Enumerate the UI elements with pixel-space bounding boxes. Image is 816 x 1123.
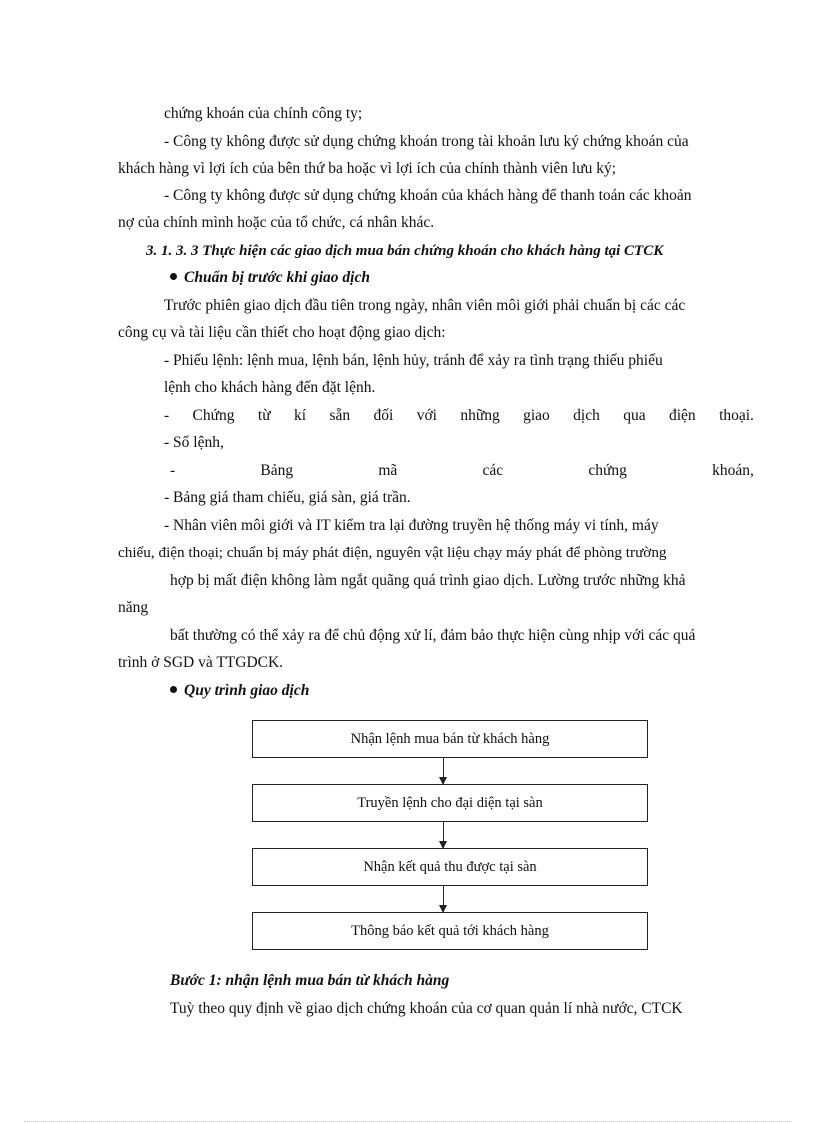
word: từ <box>257 407 271 424</box>
word: dịch <box>573 407 600 424</box>
flow-arrow-icon <box>443 758 444 784</box>
subheading-label: Quy trình giao dịch <box>184 682 310 699</box>
word: qua <box>623 407 646 424</box>
flow-arrow-icon <box>443 886 444 912</box>
paragraph-line: công cụ và tài liệu cần thiết cho hoạt động giao dịch: <box>118 324 446 341</box>
paragraph-line: chiếu, điện thoại; chuẩn bị máy phát điện, nguyên vật liệu chạy máy phát để phòng trường <box>118 544 667 561</box>
flow-arrow-icon <box>443 822 444 848</box>
word: Bảng <box>260 462 294 479</box>
paragraph-line: - Sổ lệnh, <box>164 434 224 451</box>
subheading-label: Chuẩn bị trước khi giao dịch <box>184 269 370 286</box>
paragraph-line: trình ở SGD và TTGDCK. <box>118 654 284 671</box>
word: những <box>460 407 500 424</box>
word: sẵn <box>329 407 351 424</box>
page-bottom-divider <box>24 1121 792 1122</box>
word: khoán, <box>712 462 754 479</box>
word: điện <box>669 407 696 424</box>
subheading-procedure <box>170 681 309 701</box>
paragraph-line: - Nhân viên môi giới và IT kiểm tra lại đường truyền hệ thống máy vi tính, máy <box>164 517 659 534</box>
flowchart-step-2: Truyền lệnh cho đại diện tại sàn <box>252 784 648 822</box>
paragraph-line: - Công ty không được sử dụng chứng khoán trong tài khoản lưu ký chứng khoán của <box>164 133 689 150</box>
paragraph-line: Tuỳ theo quy định về giao dịch chứng khoán của cơ quan quản lí nhà nước, CTCK <box>170 1000 683 1017</box>
paragraph-line: nợ của chính mình hoặc của tổ chức, cá nhân khác. <box>118 214 435 231</box>
word: đối <box>373 407 394 424</box>
paragraph-line: hợp bị mất điện không làm ngắt quãng quá trình giao dịch. Lường trước những khả <box>170 572 686 589</box>
paragraph-line: - Phiếu lệnh: lệnh mua, lệnh bán, lệnh hủy, tránh để xảy ra tình trạng thiếu phiếu <box>164 352 663 369</box>
word: thoại. <box>719 407 754 424</box>
step1-heading: Bước 1: nhận lệnh mua bán từ khách hàng <box>170 972 450 989</box>
word: Chứng <box>192 407 235 424</box>
flowchart-step-1: Nhận lệnh mua bán từ khách hàng <box>252 720 648 758</box>
word: - <box>170 462 176 479</box>
bullet-icon <box>170 273 177 280</box>
paragraph-line: - Công ty không được sử dụng chứng khoán của khách hàng để thanh toán các khoản <box>164 187 692 204</box>
section-heading: 3. 1. 3. 3 Thực hiện các giao dịch mua bán chứng khoán cho khách hàng tại CTCK <box>146 243 664 259</box>
bullet-icon <box>170 686 177 693</box>
subheading-preparation <box>170 268 370 288</box>
word: kí <box>294 407 307 424</box>
paragraph-line: Trước phiên giao dịch đầu tiên trong ngày, nhân viên môi giới phải chuẩn bị các các <box>164 297 686 314</box>
paragraph-line: khách hàng vì lợi ích của bên thứ ba hoặc vì lợi ích của chính thành viên lưu ký; <box>118 160 617 177</box>
paragraph-line: chứng khoán của chính công ty; <box>164 105 363 122</box>
flowchart-step-4: Thông báo kết quả tới khách hàng <box>252 912 648 950</box>
word: chứng <box>588 462 627 479</box>
paragraph-line: bất thường có thể xảy ra để chủ động xử lí, đảm bảo thực hiện cùng nhịp với các quá <box>170 627 696 644</box>
word: - <box>164 407 170 424</box>
justified-line-documents <box>164 406 754 426</box>
justified-line-codes <box>170 461 754 481</box>
word: với <box>416 407 437 424</box>
word: các <box>482 462 504 479</box>
paragraph-line: - Bảng giá tham chiếu, giá sàn, giá trần. <box>164 489 411 506</box>
word: mã <box>378 462 398 479</box>
paragraph-line: lệnh cho khách hàng đến đặt lệnh. <box>164 379 376 396</box>
paragraph-line: năng <box>118 599 149 616</box>
flowchart-step-3: Nhận kết quả thu được tại sàn <box>252 848 648 886</box>
word: giao <box>523 407 550 424</box>
